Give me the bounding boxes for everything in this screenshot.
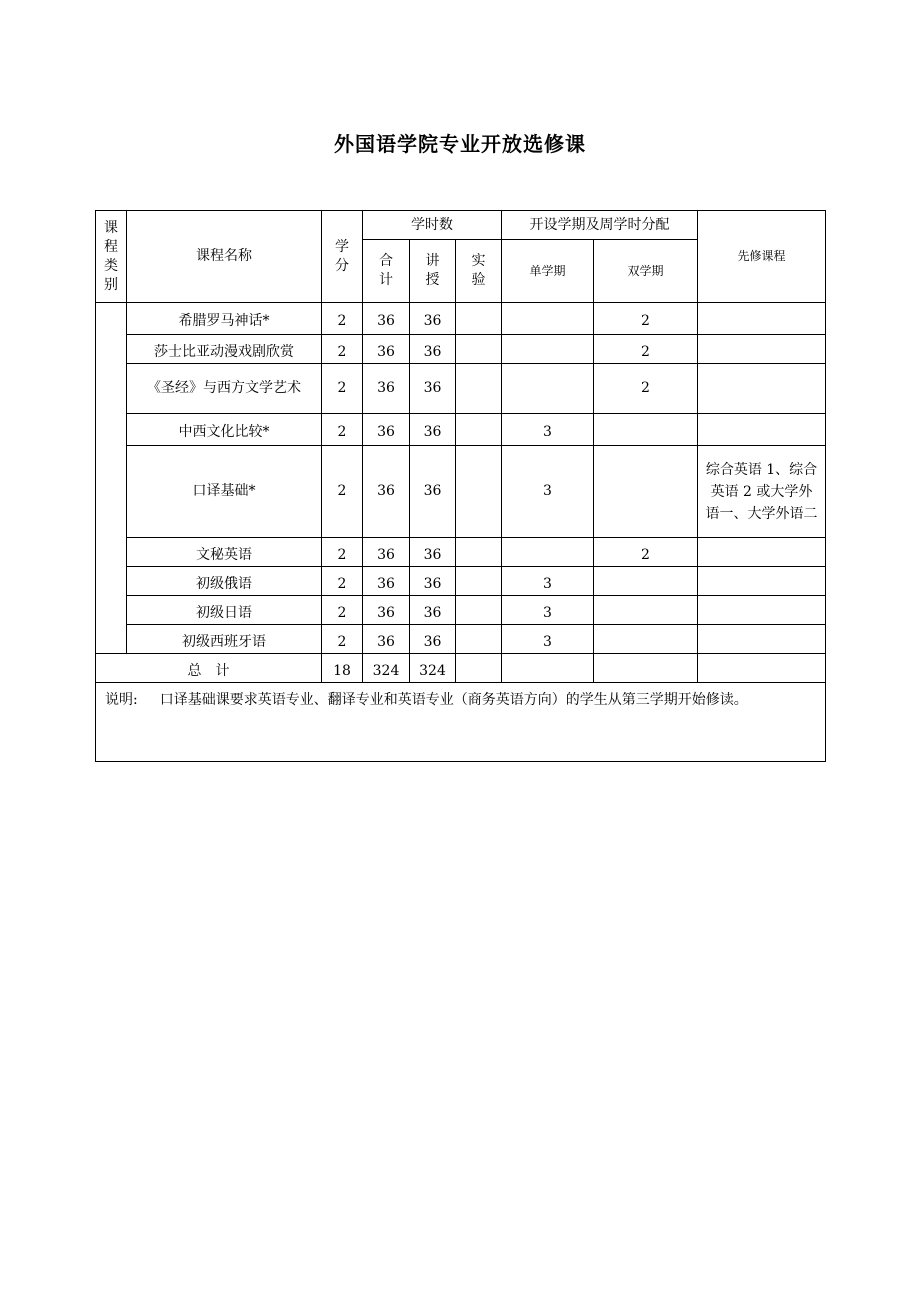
lecture-hours-cell: 36 — [410, 596, 456, 625]
totals-double — [594, 654, 698, 683]
prerequisite-cell — [698, 538, 826, 567]
double-semester-cell: 2 — [594, 335, 698, 364]
total-hours-cell: 36 — [363, 538, 410, 567]
course-name: 文秘英语 — [127, 538, 322, 567]
course-name: 《圣经》与西方文学艺术 — [127, 364, 322, 414]
single-semester-cell: 3 — [502, 414, 594, 446]
lab-hours-cell — [456, 567, 502, 596]
table-row — [96, 335, 826, 364]
header-double-semester: 双学期 — [594, 240, 698, 303]
double-semester-cell — [594, 625, 698, 654]
table-row — [96, 567, 826, 596]
lab-hours-cell — [456, 303, 502, 335]
prerequisite-cell — [698, 567, 826, 596]
credits-cell: 2 — [322, 538, 363, 567]
lab-hours-cell — [456, 364, 502, 414]
header-row — [96, 211, 826, 240]
table-row — [96, 596, 826, 625]
total-hours-cell: 36 — [363, 596, 410, 625]
course-name: 中西文化比较* — [127, 414, 322, 446]
prerequisite-cell — [698, 364, 826, 414]
totals-lab — [456, 654, 502, 683]
note-row — [96, 683, 826, 762]
lab-hours-cell — [456, 625, 502, 654]
lab-hours-cell — [456, 335, 502, 364]
single-semester-cell: 3 — [502, 596, 594, 625]
totals-label: 总 计 — [96, 654, 322, 683]
lecture-hours-cell: 36 — [410, 335, 456, 364]
header-hours-total: 合 计 — [363, 240, 410, 303]
prerequisite-cell — [698, 303, 826, 335]
totals-hours: 324 — [363, 654, 410, 683]
table-row — [96, 446, 826, 538]
course-name: 初级日语 — [127, 596, 322, 625]
total-hours-cell: 36 — [363, 446, 410, 538]
lecture-hours-cell: 36 — [410, 446, 456, 538]
credits-cell: 2 — [322, 567, 363, 596]
course-table — [95, 210, 826, 762]
header-single-semester: 单学期 — [502, 240, 594, 303]
note-cell — [96, 683, 826, 762]
lab-hours-cell — [456, 538, 502, 567]
lecture-hours-cell: 36 — [410, 625, 456, 654]
header-hours-lab: 实 验 — [456, 240, 502, 303]
table-row — [96, 364, 826, 414]
credits-cell: 2 — [322, 364, 363, 414]
page-title: 外国语学院专业开放选修课 — [334, 132, 586, 156]
table-row — [96, 303, 826, 335]
credits-cell: 2 — [322, 414, 363, 446]
total-hours-cell: 36 — [363, 303, 410, 335]
header-category: 课 程 类 别 — [96, 211, 127, 303]
table-row — [96, 625, 826, 654]
single-semester-cell — [502, 335, 594, 364]
table-row — [96, 538, 826, 567]
header-prerequisite: 先修课程 — [698, 211, 826, 303]
totals-prereq — [698, 654, 826, 683]
totals-credits: 18 — [322, 654, 363, 683]
lab-hours-cell — [456, 446, 502, 538]
course-name: 初级西班牙语 — [127, 625, 322, 654]
single-semester-cell — [502, 303, 594, 335]
note-text: 口译基础课要求英语专业、翻译专业和英语专业（商务英语方向）的学生从第三学期开始修读。 — [159, 692, 748, 708]
lab-hours-cell — [456, 596, 502, 625]
prerequisite-cell — [698, 414, 826, 446]
note-label: 说明: — [105, 692, 138, 708]
prerequisite-cell — [698, 335, 826, 364]
total-hours-cell: 36 — [363, 414, 410, 446]
double-semester-cell — [594, 446, 698, 538]
total-hours-cell: 36 — [363, 335, 410, 364]
totals-single — [502, 654, 594, 683]
totals-lecture: 324 — [410, 654, 456, 683]
double-semester-cell: 2 — [594, 538, 698, 567]
header-hours: 学时数 — [363, 211, 502, 240]
course-name: 口译基础* — [127, 446, 322, 538]
course-name: 莎士比亚动漫戏剧欣赏 — [127, 335, 322, 364]
header-course-name: 课程名称 — [127, 211, 322, 303]
lecture-hours-cell: 36 — [410, 303, 456, 335]
total-hours-cell: 36 — [363, 625, 410, 654]
lecture-hours-cell: 36 — [410, 414, 456, 446]
lab-hours-cell — [456, 414, 502, 446]
prerequisite-cell — [698, 596, 826, 625]
lecture-hours-cell: 36 — [410, 538, 456, 567]
single-semester-cell — [502, 538, 594, 567]
lecture-hours-cell: 36 — [410, 567, 456, 596]
double-semester-cell — [594, 414, 698, 446]
double-semester-cell — [594, 567, 698, 596]
course-name: 初级俄语 — [127, 567, 322, 596]
single-semester-cell: 3 — [502, 567, 594, 596]
total-hours-cell: 36 — [363, 567, 410, 596]
total-hours-cell: 36 — [363, 364, 410, 414]
lecture-hours-cell: 36 — [410, 364, 456, 414]
double-semester-cell: 2 — [594, 364, 698, 414]
header-semester: 开设学期及周学时分配 — [502, 211, 698, 240]
single-semester-cell: 3 — [502, 625, 594, 654]
double-semester-cell: 2 — [594, 303, 698, 335]
category-cell — [96, 303, 127, 654]
credits-cell: 2 — [322, 335, 363, 364]
header-hours-lecture: 讲 授 — [410, 240, 456, 303]
table-row — [96, 414, 826, 446]
course-name: 希腊罗马神话* — [127, 303, 322, 335]
credits-cell: 2 — [322, 446, 363, 538]
credits-cell: 2 — [322, 303, 363, 335]
credits-cell: 2 — [322, 596, 363, 625]
single-semester-cell — [502, 364, 594, 414]
double-semester-cell — [594, 596, 698, 625]
header-credits: 学 分 — [322, 211, 363, 303]
credits-cell: 2 — [322, 625, 363, 654]
totals-row — [96, 654, 826, 683]
single-semester-cell: 3 — [502, 446, 594, 538]
prerequisite-cell — [698, 625, 826, 654]
prerequisite-cell: 综合英语 1、综合英语 2 或大学外语一、大学外语二 — [698, 446, 826, 538]
